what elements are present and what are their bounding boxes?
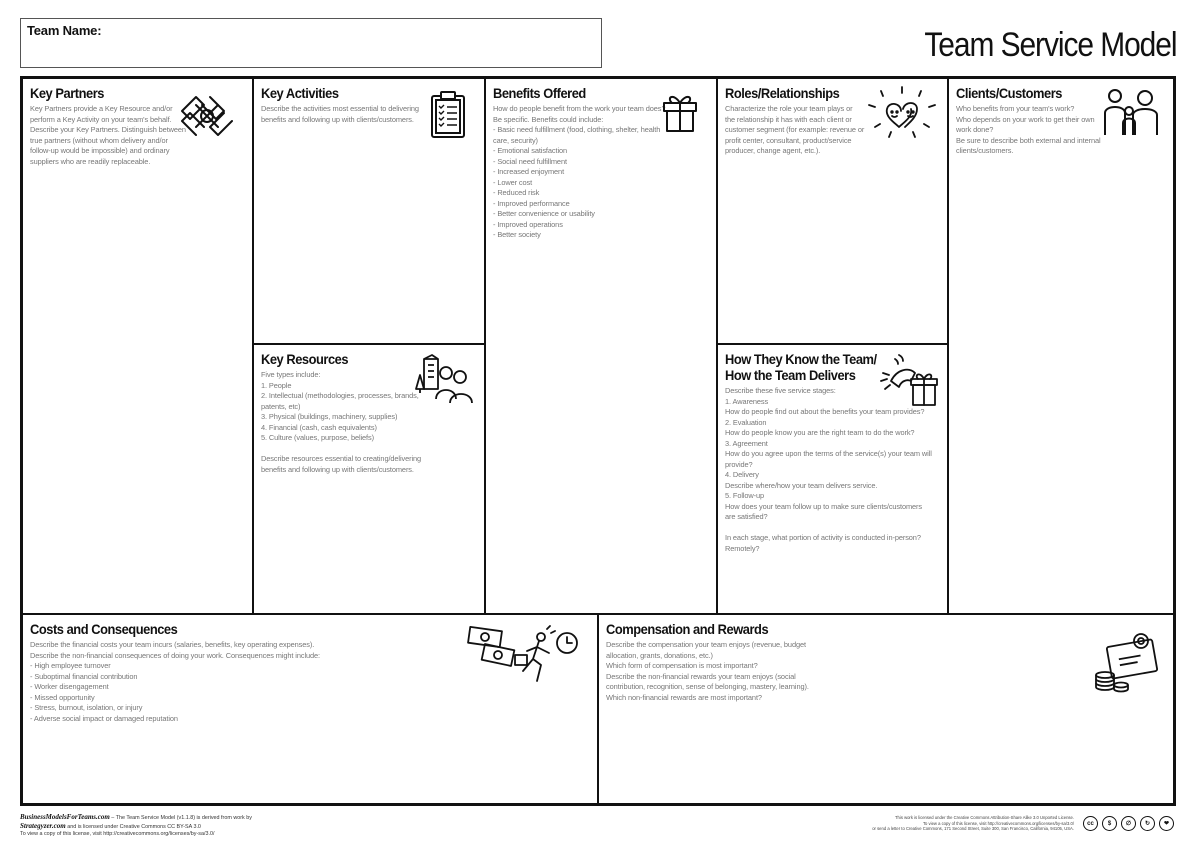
cc-sa-icon: ↻: [1140, 816, 1155, 831]
hand-gift-icon: [877, 351, 941, 409]
footer-attribution: [20, 814, 252, 839]
buildings-people-icon: [410, 353, 476, 403]
section-compensation-rewards[interactable]: [599, 613, 1173, 803]
section-title: Clients/Customers: [956, 85, 1062, 101]
two-hearts-icon: [865, 85, 939, 141]
section-title: Costs and Consequences: [30, 621, 178, 637]
section-description: Describe these five service stages: 1. Awareness How do people find out about the benefits your team provides? 2. Evaluation How do people know you are the right team to do the work? 3. Agreement How do you agree upon the terms of the service(s) your team will provide? 4. Delivery Describe where/how your team delivers service. 5. Follow-up How does your team follow up to make sure clients/customers are satisfied? In each stage, what portion of activity is conducted in-person? Remotely?: [725, 386, 932, 553]
cc-nc-icon: ∅: [1121, 816, 1136, 831]
section-description: Describe the activities most essential to delivering benefits and following up with clients/customers.: [261, 104, 419, 124]
cc-icon: cc: [1083, 816, 1098, 831]
license-line1: This work is licensed under the Creative Commons Attribution-Share Alike 3.0 Unported License.: [895, 815, 1074, 820]
section-description: Describe the financial costs your team incurs (salaries, benefits, key operating expenses). Describe the non-financial consequences of doing your work. Consequences might include: - High employee turnover - Suboptimal financial contribution - Worker disengagement - Missed opportunity - Stress, burnout, isolation, or injury - Adverse social impact or damaged reputation: [30, 640, 320, 723]
section-title: Roles/Relationships: [725, 85, 840, 101]
section-key-partners[interactable]: [23, 79, 254, 613]
handshake-icon: [176, 91, 238, 141]
footer-line3: To view a copy of this license, visit http://creativecommons.org/licenses/by-sa/3.0/: [20, 831, 215, 837]
team-name-label: Team Name:: [27, 23, 102, 38]
section-how-they-know[interactable]: [718, 345, 949, 613]
section-key-activities[interactable]: [254, 79, 486, 345]
footer-license: [784, 815, 1074, 832]
certificate-coins-icon: [1093, 631, 1159, 693]
people-group-icon: [1099, 87, 1163, 137]
team-name-field[interactable]: [20, 18, 602, 68]
section-description: How do people benefit from the work your team does? Be specific. Benefits could include: - Basic need fulfillment (food, clothing, shelter, health care, security) - Emotional satisfaction - Social need fulfillment - Increased enjoyment - Lower cost - Reduced risk - Improved performance - Better convenience or usability - Improved operations - Better society: [493, 104, 666, 239]
cc-heart-icon: ❤: [1159, 816, 1174, 831]
license-line2: To view a copy of this license, visit http://creativecommons.org/licenses/by-sa/3.0/: [922, 820, 1074, 826]
gift-icon: [662, 91, 698, 133]
clipboard-checklist-icon: [430, 91, 466, 139]
cc-badges: [1083, 816, 1174, 831]
money-runner-clock-icon: [467, 625, 583, 687]
section-title: Benefits Offered: [493, 85, 586, 101]
footer-line1: – The Team Service Model (v1.1.8) is derived from work by: [109, 815, 252, 821]
section-title: Compensation and Rewards: [606, 621, 769, 637]
footer-brand-link[interactable]: BusinessModelsForTeams.com: [20, 813, 110, 821]
footer-strategyzer-link[interactable]: Strategyzer.com: [20, 821, 66, 830]
model-canvas: [20, 76, 1176, 806]
section-costs-consequences[interactable]: [23, 613, 599, 803]
section-title: Key Activities: [261, 85, 339, 101]
section-description: Key Partners provide a Key Resource and/or perform a Key Activity on your team's behalf. Describe your Key Partners. Distinguish between true partners (without whom delivery and/or follow-up would be impossible) and ordinary suppliers who are readily replaceable.: [30, 104, 186, 166]
section-title-line2: How the Team Delivers: [725, 367, 856, 383]
section-title: Key Partners: [30, 85, 104, 101]
section-roles-relationships[interactable]: [718, 79, 949, 345]
section-key-resources[interactable]: [254, 345, 486, 613]
section-benefits-offered[interactable]: [486, 79, 718, 613]
license-line3: or send a letter to Creative Commons, 171 Second Street, Suite 300, San Francisco, California, 94105, USA.: [872, 826, 1074, 832]
section-title: Key Resources: [261, 351, 349, 367]
footer-line2: and is licensed under Creative Commons CC BY-SA 3.0: [65, 823, 201, 830]
section-description: Who benefits from your team's work? Who depends on your work to get their own work done? Be sure to describe both external and internal clients/customers.: [956, 104, 1101, 155]
section-description: Characterize the role your team plays or the relationship it has with each client or customer segment (for example: revenue or profit center, consultant, product/service producer, change agent, etc.).: [725, 104, 865, 155]
page-title: Team Service Model: [923, 26, 1176, 64]
cc-by-icon: $: [1102, 816, 1117, 831]
section-clients-customers[interactable]: [949, 79, 1173, 613]
section-title-line1: How They Know the Team/: [725, 351, 877, 367]
section-description: Five types include: 1. People 2. Intellectual (methodologies, processes, brands, patents, etc) 3. Physical (buildings, machinery, supplies) 4. Financial (cash, cash equivalents) 5. Culture (values, purpose, beliefs) Describe resources essential to creating/delivering benefits and following up with clients/customers.: [261, 370, 422, 474]
section-description: Describe the compensation your team enjoys (revenue, budget allocation, grants, donations, etc.) Which form of compensation is most important? Describe the non-financial rewards your team enjoys (social contribution, recognition, sense of belonging, mastery, learning). Which non-financial rewards are most important?: [606, 640, 809, 702]
